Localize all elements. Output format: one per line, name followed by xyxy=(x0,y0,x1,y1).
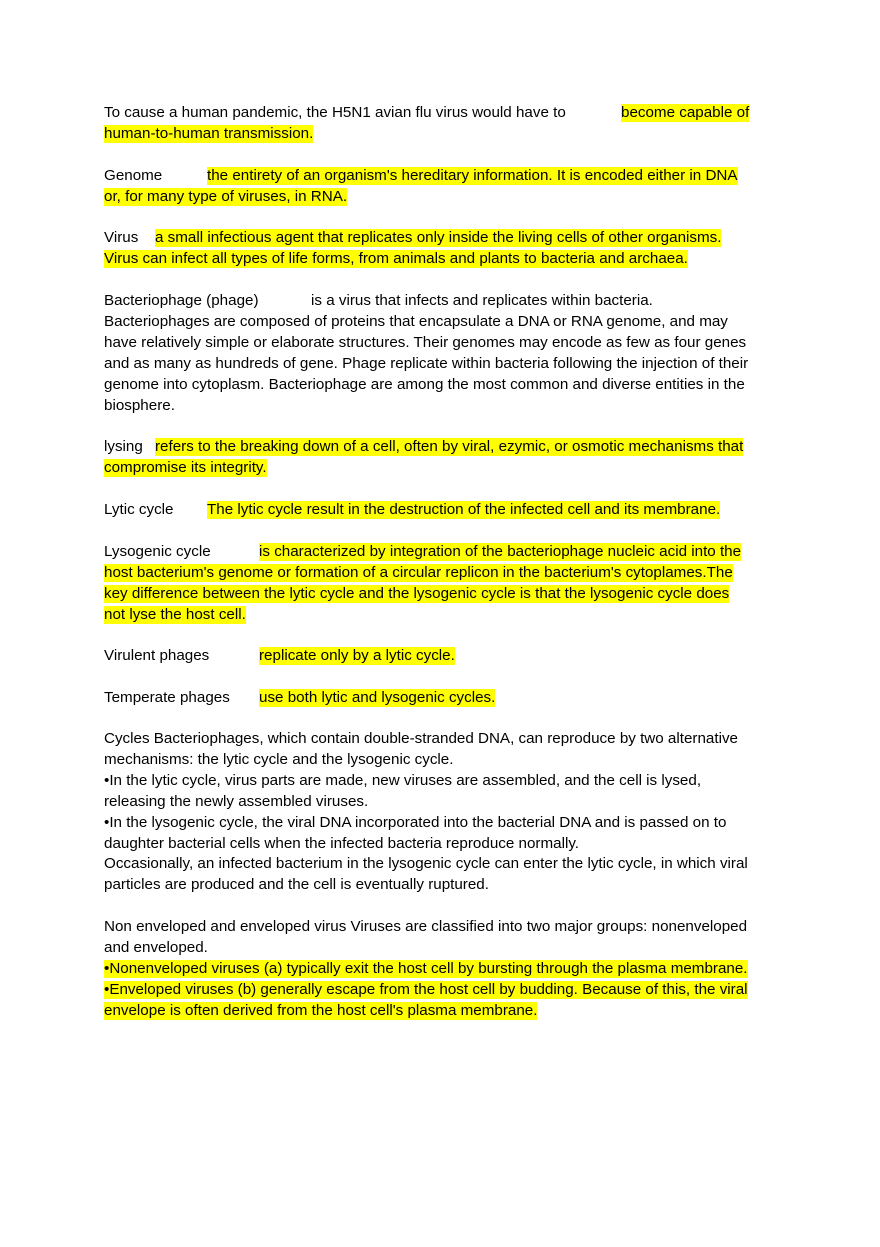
pandemic-question: To cause a human pandemic, the H5N1 avian flu virus would have to xyxy=(104,104,566,121)
virus-definition-2: Virus can infect all types of life forms, from animals and plants to bacteria and archaea. xyxy=(104,250,688,267)
lysogenic-cycle-line-4 xyxy=(104,606,246,624)
lysogenic-cycle-definition-2: host bacterium's genome or formation of a circular replicon in the bacterium's cytoplames.The xyxy=(104,564,733,581)
cycles-line-5: •In the lysogenic cycle, the viral DNA incorporated into the bacterial DNA and is passed on to xyxy=(104,814,727,831)
lysogenic-cycle-definition-3: key difference between the lytic cycle and the lysogenic cycle is that the lysogenic cycle does xyxy=(104,585,730,602)
temperate-phages-term: Temperate phages xyxy=(104,689,230,706)
lysing-term: lysing xyxy=(104,438,143,455)
lytic-cycle-term: Lytic cycle xyxy=(104,501,174,518)
bacteriophage-term: Bacteriophage (phage) xyxy=(104,292,259,309)
cycles-line-2: mechanisms: the lytic cycle and the lysogenic cycle. xyxy=(104,751,454,768)
enveloped-line-3 xyxy=(104,960,748,978)
genome-line-1 xyxy=(104,167,738,185)
virus-line-2 xyxy=(104,250,688,268)
lytic-cycle-definition: The lytic cycle result in the destruction of the infected cell and its membrane. xyxy=(207,501,721,518)
pandemic-line-2 xyxy=(104,125,313,143)
temperate-phages-definition: use both lytic and lysogenic cycles. xyxy=(259,689,496,706)
cycles-line-7: Occasionally, an infected bacterium in the lysogenic cycle can enter the lytic cycle, in which viral xyxy=(104,855,748,872)
cycles-line-8: particles are produced and the cell is eventually ruptured. xyxy=(104,876,489,893)
genome-term: Genome xyxy=(104,167,163,184)
lytic-cycle-line-1 xyxy=(104,501,721,519)
lysogenic-cycle-definition-4: not lyse the host cell. xyxy=(104,606,246,623)
genome-line-2 xyxy=(104,188,347,206)
bacteriophage-line-4: and as many as hundreds of gene. Phage replicate within bacteria following the injection of their xyxy=(104,355,749,372)
pandemic-answer-part-1: become capable of xyxy=(621,104,750,121)
virus-definition-1: a small infectious agent that replicates only inside the living cells of other organisms. xyxy=(155,229,722,246)
bacteriophage-line-5: genome into cytoplasm. Bacteriophage are among the most common and diverse entities in the xyxy=(104,376,745,393)
bacteriophage-line-1 xyxy=(104,292,653,310)
enveloped-line-1: Non enveloped and enveloped virus Viruses are classified into two major groups: nonenveloped xyxy=(104,918,748,935)
enveloped-highlight-2: envelope is often derived from the host cell's plasma membrane. xyxy=(104,1002,538,1019)
genome-definition-2: or, for many type of viruses, in RNA. xyxy=(104,188,348,205)
bacteriophage-line-2: Bacteriophages are composed of proteins that encapsulate a DNA or RNA genome, and may xyxy=(104,313,728,330)
lysing-definition-2: compromise its integrity. xyxy=(104,459,267,476)
virulent-phages-term: Virulent phages xyxy=(104,647,210,664)
bacteriophage-definition-1: is a virus that infects and replicates within bacteria. xyxy=(311,292,653,309)
lysogenic-cycle-line-3 xyxy=(104,585,729,603)
virus-line-1 xyxy=(104,229,722,247)
lysogenic-cycle-definition-1: is characterized by integration of the bacteriophage nucleic acid into the xyxy=(259,543,742,560)
lysing-line-2 xyxy=(104,459,267,477)
lysing-line-1 xyxy=(104,438,744,456)
cycles-line-4: releasing the newly assembled viruses. xyxy=(104,793,369,810)
pandemic-line-1 xyxy=(104,104,750,122)
cycles-line-6: daughter bacterial cells when the infected bacteria reproduce normally. xyxy=(104,835,580,852)
virus-term: Virus xyxy=(104,229,139,246)
lysogenic-cycle-term: Lysogenic cycle xyxy=(104,543,211,560)
virulent-phages-line xyxy=(104,647,455,665)
enveloped-highlight-1: •Enveloped viruses (b) generally escape from the host cell by budding. Because of this, the viral xyxy=(104,981,748,998)
virulent-phages-definition: replicate only by a lytic cycle. xyxy=(259,647,455,664)
cycles-line-1: Cycles Bacteriophages, which contain double-stranded DNA, can reproduce by two alternative xyxy=(104,730,739,747)
lysogenic-cycle-line-1 xyxy=(104,543,742,561)
bacteriophage-line-3: have relatively simple or elaborate structures. Their genomes may encode as few as four genes xyxy=(104,334,747,351)
cycles-line-3: •In the lytic cycle, virus parts are made, new viruses are assembled, and the cell is lysed, xyxy=(104,772,702,789)
enveloped-line-5 xyxy=(104,1002,537,1020)
pandemic-answer-part-2: human-to-human transmission. xyxy=(104,125,314,142)
enveloped-line-4 xyxy=(104,981,748,999)
lysogenic-cycle-line-2 xyxy=(104,564,733,582)
bacteriophage-line-6: biosphere. xyxy=(104,397,175,414)
lysing-definition-1: refers to the breaking down of a cell, often by viral, ezymic, or osmotic mechanisms that xyxy=(155,438,744,455)
temperate-phages-line xyxy=(104,689,496,707)
nonenveloped-highlight: •Nonenveloped viruses (a) typically exit the host cell by bursting through the plasma membrane. xyxy=(104,960,748,977)
enveloped-line-2: and enveloped. xyxy=(104,939,208,956)
genome-definition-1: the entirety of an organism's hereditary information. It is encoded either in DNA xyxy=(207,167,738,184)
